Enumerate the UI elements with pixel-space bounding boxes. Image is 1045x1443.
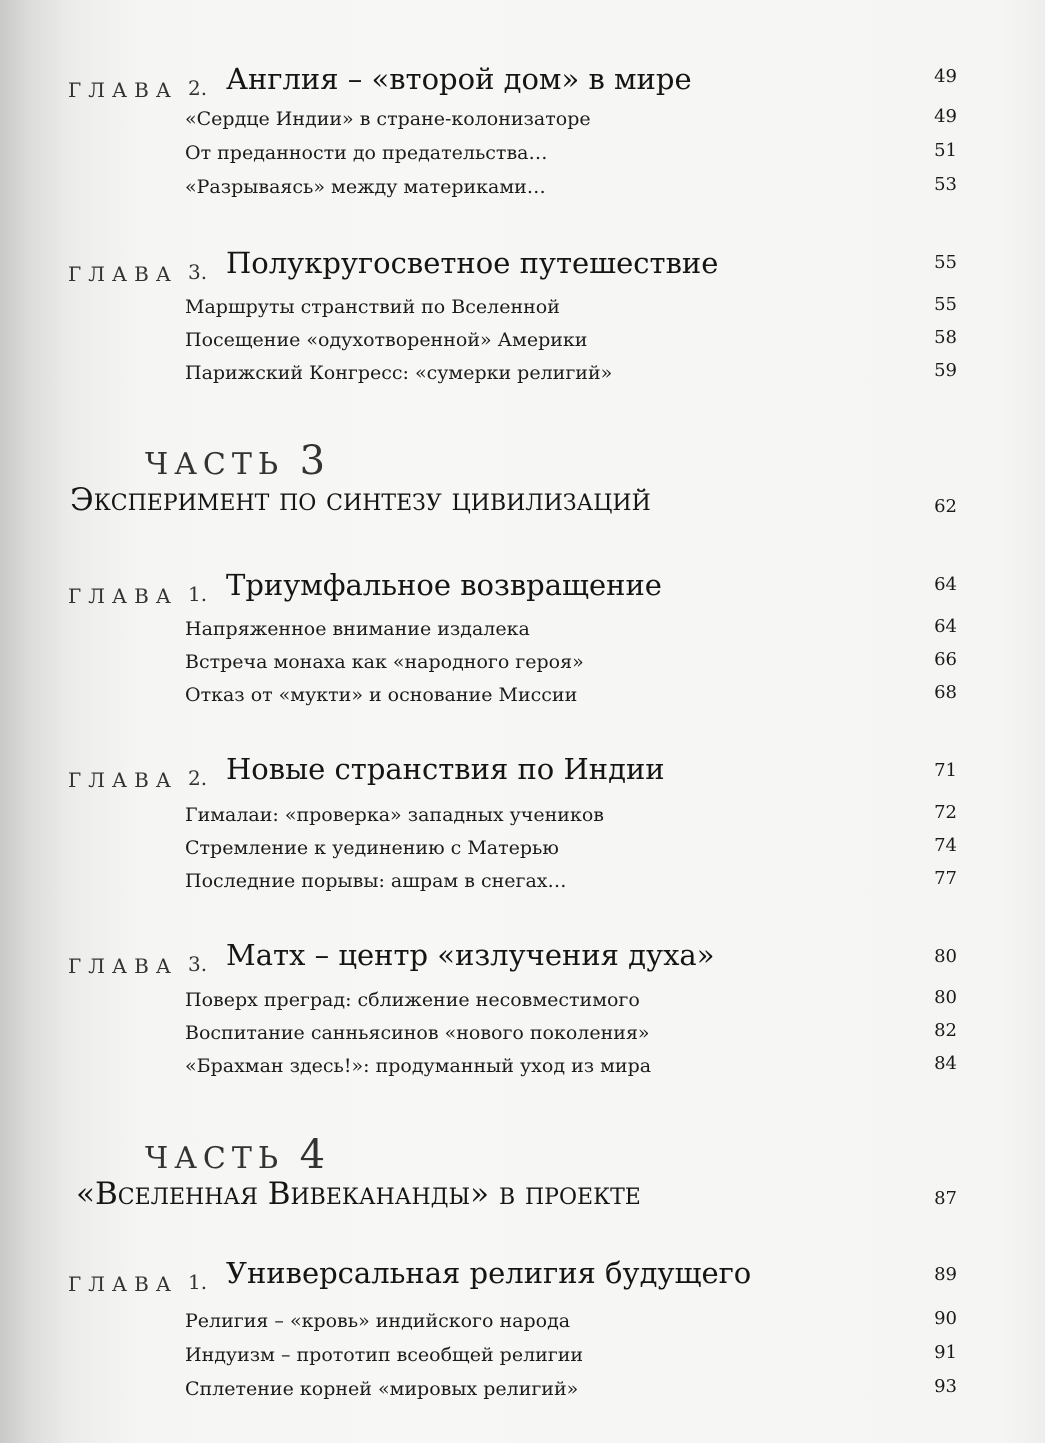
entry-title: «Сердце Индии» в стране-колонизаторе	[185, 108, 591, 130]
chapter-title: Англия – «второй дом» в мире	[226, 62, 692, 96]
page-number: 89	[934, 1264, 957, 1285]
page-number: 53	[934, 174, 957, 195]
chapter-title: Универсальная религия будущего	[226, 1256, 752, 1290]
page-number: 80	[934, 946, 957, 967]
chapter-label: ГЛАВА	[68, 1272, 178, 1296]
page-number: 84	[934, 1053, 957, 1074]
page-number: 49	[934, 66, 957, 87]
page-number: 77	[934, 868, 957, 889]
chapter-number: 3.	[188, 952, 208, 976]
entry-title: Маршруты странствий по Вселенной	[185, 296, 560, 318]
chapter-label: ГЛАВА	[68, 78, 178, 102]
entry-title: Парижский Конгресс: «сумерки религий»	[185, 362, 613, 384]
page-number: 71	[934, 760, 957, 781]
page-number: 91	[934, 1342, 957, 1363]
part-word: ЧАСТЬ	[145, 1141, 285, 1176]
part-number: 3	[299, 438, 326, 484]
chapter-label: ГЛАВА	[68, 954, 178, 978]
chapter-number: 2.	[188, 76, 208, 100]
page-number: 72	[934, 802, 957, 823]
page-number: 55	[934, 294, 957, 315]
page-number: 93	[934, 1376, 957, 1397]
part-title: Эксперимент по синтезу цивилизаций	[70, 482, 651, 518]
page-number: 58	[934, 327, 957, 348]
page-number: 74	[934, 835, 957, 856]
entry-title: «Разрываясь» между материками…	[185, 176, 546, 198]
entry-title: Последние порывы: ашрам в снегах…	[185, 870, 567, 892]
page-number: 80	[934, 987, 957, 1008]
entry-title: Стремление к уединению с Матерью	[185, 837, 559, 859]
part-title: «Вселенная Вивекананды» в проекте	[76, 1176, 641, 1212]
page-number: 64	[934, 574, 957, 595]
chapter-title: Новые странствия по Индии	[226, 752, 665, 786]
page-number: 68	[934, 682, 957, 703]
entry-title: Напряженное внимание издалека	[185, 618, 530, 640]
chapter-title: Матх – центр «излучения духа»	[226, 938, 715, 972]
page-number: 51	[934, 140, 957, 161]
entry-title: «Брахман здесь!»: продуманный уход из мира	[185, 1055, 652, 1077]
page-number: 87	[934, 1188, 957, 1209]
part-word: ЧАСТЬ	[145, 447, 285, 482]
chapter-label: ГЛАВА	[68, 584, 178, 608]
entry-title: Отказ от «мукти» и основание Миссии	[185, 684, 578, 706]
chapter-number: 3.	[188, 260, 208, 284]
entry-title: Поверх преград: сближение несовместимого	[185, 989, 640, 1011]
entry-title: Встреча монаха как «народного героя»	[185, 651, 584, 673]
page-number: 66	[934, 649, 957, 670]
page-number: 49	[934, 106, 957, 127]
entry-title: Воспитание санньясинов «нового поколения»	[185, 1022, 650, 1044]
page-number: 62	[934, 496, 957, 517]
page-number: 55	[934, 252, 957, 273]
entry-title: Гималаи: «проверка» западных учеников	[185, 804, 604, 826]
part-number: 4	[299, 1132, 326, 1178]
entry-title: Религия – «кровь» индийского народа	[185, 1310, 571, 1332]
chapter-number: 1.	[188, 1270, 208, 1294]
chapter-label: ГЛАВА	[68, 262, 178, 286]
entry-title: Индуизм – прототип всеобщей религии	[185, 1344, 584, 1366]
chapter-number: 1.	[188, 582, 208, 606]
page-number: 59	[934, 360, 957, 381]
chapter-title: Триумфальное возвращение	[226, 568, 662, 602]
part-label	[145, 1132, 325, 1178]
part-label	[145, 438, 325, 484]
chapter-number: 2.	[188, 766, 208, 790]
page-number: 64	[934, 616, 957, 637]
chapter-label: ГЛАВА	[68, 768, 178, 792]
entry-title: Посещение «одухотворенной» Америки	[185, 329, 588, 351]
page-number: 82	[934, 1020, 957, 1041]
page-number: 90	[934, 1308, 957, 1329]
chapter-title: Полукругосветное путешествие	[226, 246, 719, 280]
entry-title: От преданности до предательства…	[185, 142, 548, 164]
entry-title: Сплетение корней «мировых религий»	[185, 1378, 579, 1400]
